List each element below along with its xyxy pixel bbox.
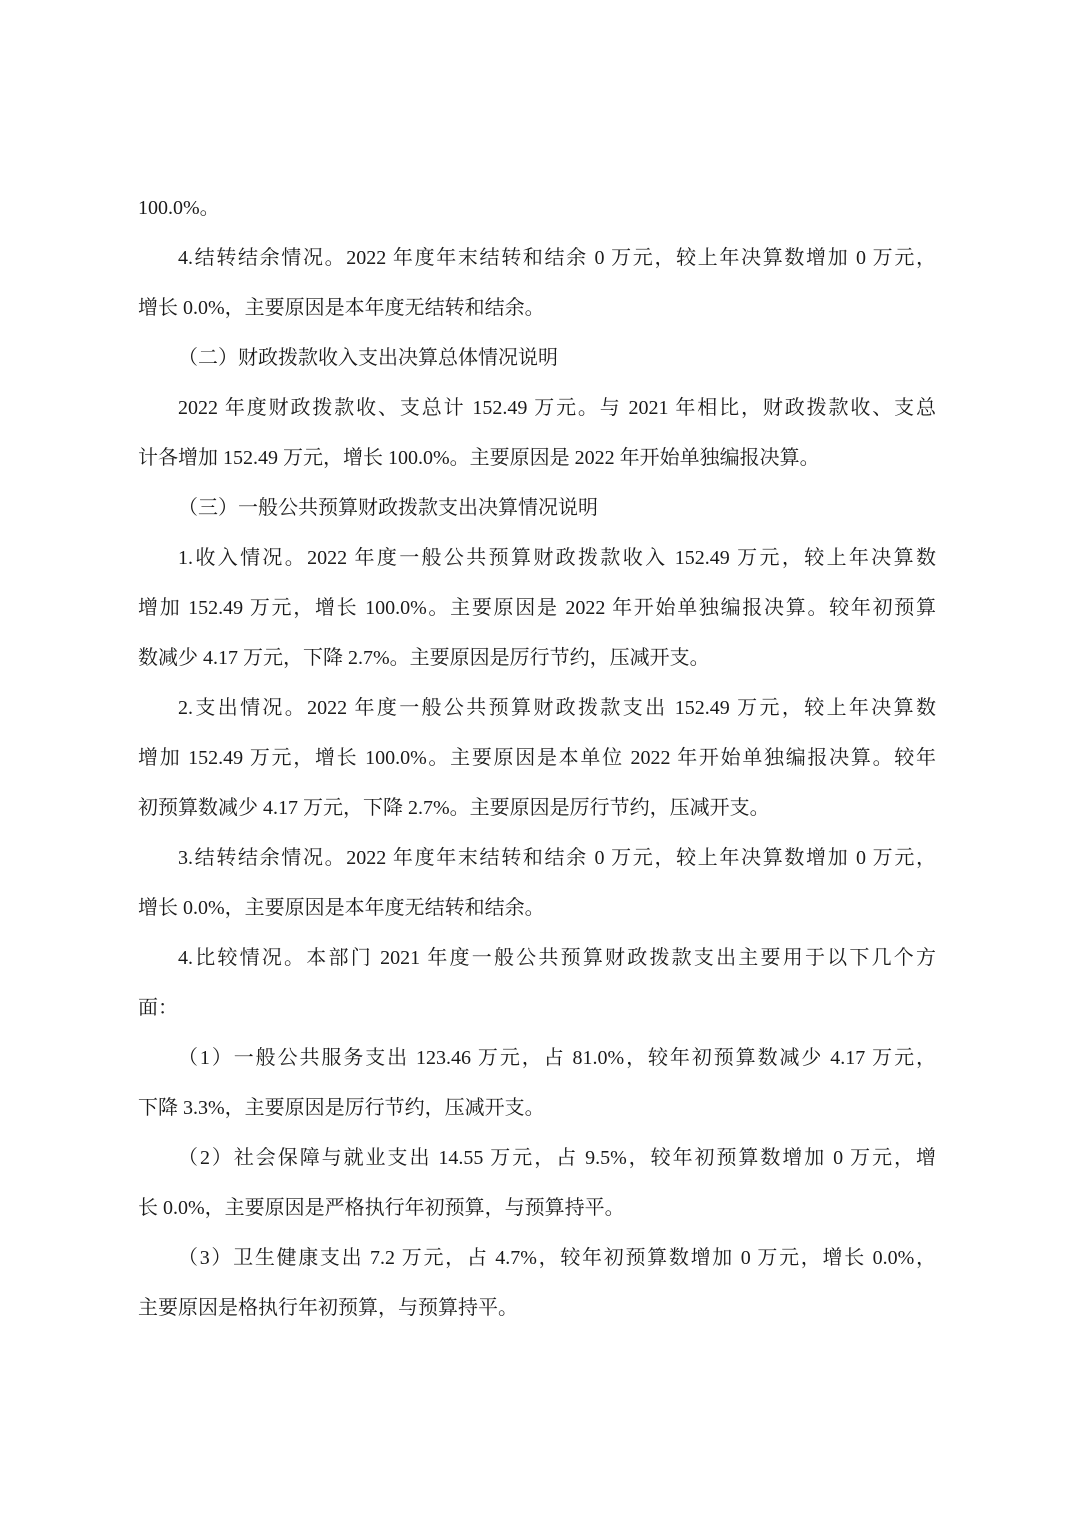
text-line: 4.比较情况。本部门 2021 年度一般公共预算财政拨款支出主要用于以下几个方	[178, 947, 936, 969]
text-line: 增长 0.0%，主要原因是本年度无结转和结余。	[138, 297, 545, 319]
text-line: 3.结转结余情况。2022 年度年末结转和结余 0 万元，较上年决算数增加 0 万元，	[178, 847, 936, 869]
text-line: （2）社会保障与就业支出 14.55 万元，占 9.5%，较年初预算数增加 0 万元，增	[178, 1147, 936, 1169]
text-line: 主要原因是格执行年初预算，与预算持平。	[138, 1297, 518, 1319]
text-line: 计各增加 152.49 万元，增长 100.0%。主要原因是 2022 年开始单独编报决算。	[138, 447, 820, 469]
document-text-block	[138, 183, 936, 1333]
text-line: 数减少 4.17 万元，下降 2.7%。主要原因是厉行节约，压减开支。	[138, 647, 710, 669]
section-heading: （三）一般公共预算财政拨款支出决算情况说明	[178, 497, 598, 519]
text-line: （3）卫生健康支出 7.2 万元，占 4.7%，较年初预算数增加 0 万元，增长 0.0%，	[178, 1247, 936, 1269]
text-line: 2022 年度财政拨款收、支总计 152.49 万元。与 2021 年相比，财政拨款收、支总	[178, 397, 936, 419]
text-line: 长 0.0%，主要原因是严格执行年初预算，与预算持平。	[138, 1197, 625, 1219]
text-line: 初预算数减少 4.17 万元，下降 2.7%。主要原因是厉行节约，压减开支。	[138, 797, 770, 819]
text-line: 增加 152.49 万元，增长 100.0%。主要原因是 2022 年开始单独编报决算。较年初预算	[138, 597, 936, 619]
text-line: 4.结转结余情况。2022 年度年末结转和结余 0 万元，较上年决算数增加 0 万元，	[178, 247, 936, 269]
text-line: 增加 152.49 万元，增长 100.0%。主要原因是本单位 2022 年开始单独编报决算。较年	[138, 747, 936, 769]
text-line: 1.收入情况。2022 年度一般公共预算财政拨款收入 152.49 万元，较上年决算数	[178, 547, 936, 569]
text-line: 下降 3.3%，主要原因是厉行节约，压减开支。	[138, 1097, 545, 1119]
text-line: 增长 0.0%，主要原因是本年度无结转和结余。	[138, 897, 545, 919]
section-heading: （二）财政拨款收入支出决算总体情况说明	[178, 347, 558, 369]
text-line: （1）一般公共服务支出 123.46 万元，占 81.0%，较年初预算数减少 4.17 万元，	[178, 1047, 936, 1069]
text-line: 2.支出情况。2022 年度一般公共预算财政拨款支出 152.49 万元，较上年决算数	[178, 697, 936, 719]
text-line: 100.0%。	[138, 197, 220, 219]
text-line: 面：	[138, 997, 178, 1019]
